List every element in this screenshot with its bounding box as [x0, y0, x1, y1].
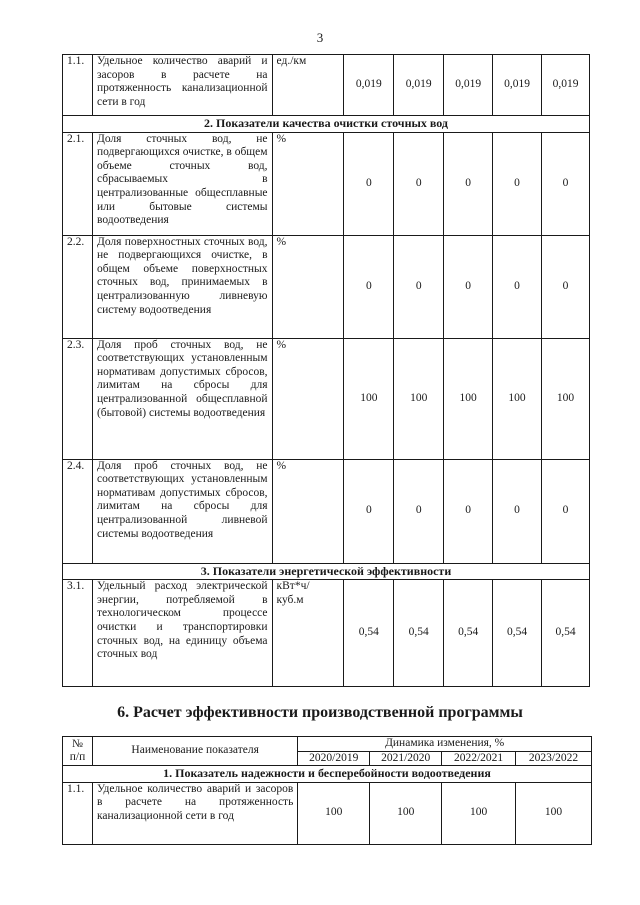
value-cell: 0 [394, 235, 444, 338]
value-cell: 0 [542, 235, 590, 338]
table-row [63, 235, 590, 338]
value-cell: 100 [516, 782, 592, 844]
value-cell: 0,54 [493, 580, 542, 687]
value-cell: 0 [444, 459, 493, 563]
year-header: 2022/2021 [442, 751, 516, 766]
row-number: 2.2. [63, 235, 93, 338]
value-cell: 100 [444, 338, 493, 459]
year-header: 2023/2022 [516, 751, 592, 766]
value-cell: 100 [493, 338, 542, 459]
section-title: 1. Показатель надежности и бесперебойности водоотведения [63, 766, 592, 783]
year-header: 2020/2019 [298, 751, 370, 766]
value-cell: 100 [442, 782, 516, 844]
value-cell: 0 [444, 235, 493, 338]
row-number: 1.1. [63, 782, 93, 844]
value-cell: 0 [344, 459, 394, 563]
row-number: 2.1. [63, 132, 93, 235]
value-cell: 0 [493, 235, 542, 338]
column-header-dynamics: Динамика изменения, % [298, 737, 592, 752]
section-row [63, 116, 590, 133]
table-row [63, 55, 590, 116]
row-number: 2.4. [63, 459, 93, 563]
value-cell: 0,019 [444, 55, 493, 116]
section-title: 2. Показатели качества очистки сточных вод [63, 116, 590, 133]
value-cell: 0 [394, 459, 444, 563]
table-row [63, 338, 590, 459]
value-cell: 100 [370, 782, 442, 844]
header-row [63, 737, 592, 752]
unit-cell: кВт*ч/ куб.м [272, 580, 344, 687]
table-row [63, 782, 592, 844]
indicator-name: Доля проб сточных вод, не соответствующих установленным нормативам допустимых сбросов, лимитам на сбросы для централизованной ливневой системы водоотведения [92, 459, 272, 563]
column-header-number: № п/п [63, 737, 93, 766]
indicator-name: Доля проб сточных вод, не соответствующих установленным нормативам допустимых сбросов, лимитам на сбросы для централизованной общесплавной (бытовой) системы водоотведения [92, 338, 272, 459]
year-header: 2021/2020 [370, 751, 442, 766]
value-cell: 0,019 [542, 55, 590, 116]
value-cell: 100 [298, 782, 370, 844]
section-row [63, 563, 590, 580]
indicator-name: Удельное количество аварий и засоров в расчете на протяженность канализационной сети в год [92, 55, 272, 116]
indicator-name: Удельное количество аварий и засоров в расчете на протяженность канализационной сети в год [92, 782, 297, 844]
unit-cell: ед./км [272, 55, 344, 116]
table-row [63, 132, 590, 235]
column-header-name: Наименование показателя [92, 737, 297, 766]
value-cell: 0,54 [542, 580, 590, 687]
indicator-name: Доля поверхностных сточных вод, не подвергающихся очистке, в общем объеме поверхностных сточных вод, принимаемых в централизованную ливневую систему водоотведения [92, 235, 272, 338]
efficiency-table [62, 736, 592, 845]
value-cell: 100 [344, 338, 394, 459]
table-row [63, 459, 590, 563]
row-number: 2.3. [63, 338, 93, 459]
unit-cell: % [272, 132, 344, 235]
row-number: 1.1. [63, 55, 93, 116]
table-row [63, 580, 590, 687]
value-cell: 0,019 [344, 55, 394, 116]
value-cell: 100 [394, 338, 444, 459]
section-heading: 6. Расчет эффективности производственной программы [117, 704, 523, 721]
value-cell: 0 [493, 459, 542, 563]
value-cell: 0 [542, 459, 590, 563]
value-cell: 0 [344, 235, 394, 338]
section-row [63, 766, 592, 783]
unit-cell: % [272, 338, 344, 459]
value-cell: 0,54 [344, 580, 394, 687]
value-cell: 100 [542, 338, 590, 459]
value-cell: 0 [493, 132, 542, 235]
indicator-name: Доля сточных вод, не подвергающихся очистке, в общем объеме сточных вод, сбрасываемых в централизованные общесплавные или бытовые системы водоотведения [92, 132, 272, 235]
value-cell: 0 [344, 132, 394, 235]
page-number: 3 [316, 30, 324, 45]
unit-cell: % [272, 235, 344, 338]
section-title: 3. Показатели энергетической эффективности [63, 563, 590, 580]
value-cell: 0,54 [444, 580, 493, 687]
value-cell: 0 [444, 132, 493, 235]
indicator-name: Удельный расход электрической энергии, потребляемой в технологическом процессе очистки и транспортировки сточных вод, на единицу объема сточных вод [92, 580, 272, 687]
unit-cell: % [272, 459, 344, 563]
row-number: 3.1. [63, 580, 93, 687]
value-cell: 0 [394, 132, 444, 235]
value-cell: 0,019 [394, 55, 444, 116]
value-cell: 0,019 [493, 55, 542, 116]
value-cell: 0,54 [394, 580, 444, 687]
indicators-table [62, 54, 590, 687]
value-cell: 0 [542, 132, 590, 235]
